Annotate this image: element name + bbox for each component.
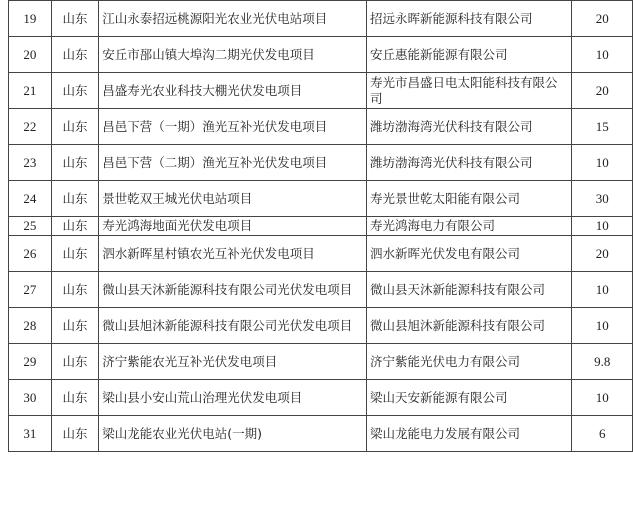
row-company: 泗水新晖光伏发电有限公司 xyxy=(367,236,572,272)
row-project: 梁山县小安山荒山治理光伏发电项目 xyxy=(99,380,367,416)
row-project: 昌邑下营（一期）渔光互补光伏发电项目 xyxy=(99,109,367,145)
row-project: 泗水新晖星村镇农光互补光伏发电项目 xyxy=(99,236,367,272)
row-capacity: 20 xyxy=(572,236,633,272)
table-row xyxy=(9,73,633,109)
table-row xyxy=(9,145,633,181)
row-project: 济宁紫能农光互补光伏发电项目 xyxy=(99,344,367,380)
row-company: 招远永晖新能源科技有限公司 xyxy=(367,1,572,37)
row-capacity: 10 xyxy=(572,380,633,416)
row-company: 济宁紫能光伏电力有限公司 xyxy=(367,344,572,380)
row-number: 26 xyxy=(9,236,52,272)
row-project: 江山永泰招远桃源阳光农业光伏电站项目 xyxy=(99,1,367,37)
row-number: 24 xyxy=(9,181,52,217)
row-company: 梁山天安新能源有限公司 xyxy=(367,380,572,416)
row-province: 山东 xyxy=(51,380,99,416)
row-province: 山东 xyxy=(51,37,99,73)
row-project: 昌盛寿光农业科技大棚光伏发电项目 xyxy=(99,73,367,109)
row-capacity: 10 xyxy=(572,145,633,181)
row-company: 微山县天沐新能源科技有限公司 xyxy=(367,272,572,308)
table-row xyxy=(9,37,633,73)
row-capacity: 30 xyxy=(572,181,633,217)
row-capacity: 20 xyxy=(572,73,633,109)
row-province: 山东 xyxy=(51,109,99,145)
row-company: 安丘惠能新能源有限公司 xyxy=(367,37,572,73)
table-row xyxy=(9,272,633,308)
row-company: 潍坊渤海湾光伏科技有限公司 xyxy=(367,109,572,145)
row-capacity: 10 xyxy=(572,272,633,308)
row-project: 昌邑下营（二期）渔光互补光伏发电项目 xyxy=(99,145,367,181)
table-row xyxy=(9,181,633,217)
row-company: 寿光市昌盛日电太阳能科技有限公司 xyxy=(367,73,572,109)
row-capacity: 15 xyxy=(572,109,633,145)
table-row xyxy=(9,308,633,344)
row-province: 山东 xyxy=(51,145,99,181)
row-number: 22 xyxy=(9,109,52,145)
row-number: 30 xyxy=(9,380,52,416)
row-capacity: 10 xyxy=(572,37,633,73)
row-capacity: 6 xyxy=(572,416,633,452)
row-capacity: 9.8 xyxy=(572,344,633,380)
row-number: 23 xyxy=(9,145,52,181)
project-table xyxy=(8,0,633,452)
table-row xyxy=(9,416,633,452)
table-row xyxy=(9,236,633,272)
row-number: 21 xyxy=(9,73,52,109)
table-row xyxy=(9,217,633,236)
project-table-container xyxy=(8,0,633,452)
row-number: 29 xyxy=(9,344,52,380)
table-row xyxy=(9,1,633,37)
row-number: 19 xyxy=(9,1,52,37)
row-province: 山东 xyxy=(51,344,99,380)
row-province: 山东 xyxy=(51,217,99,236)
row-number: 31 xyxy=(9,416,52,452)
row-capacity: 20 xyxy=(572,1,633,37)
row-number: 25 xyxy=(9,217,52,236)
row-number: 28 xyxy=(9,308,52,344)
table-row xyxy=(9,344,633,380)
row-province: 山东 xyxy=(51,236,99,272)
row-company: 潍坊渤海湾光伏科技有限公司 xyxy=(367,145,572,181)
row-province: 山东 xyxy=(51,308,99,344)
row-project: 微山县旭沐新能源科技有限公司光伏发电项目 xyxy=(99,308,367,344)
table-row xyxy=(9,109,633,145)
row-company: 寿光景世乾太阳能有限公司 xyxy=(367,181,572,217)
row-province: 山东 xyxy=(51,272,99,308)
row-province: 山东 xyxy=(51,181,99,217)
row-project: 梁山龙能农业光伏电站(一期) xyxy=(99,416,367,452)
row-capacity: 10 xyxy=(572,308,633,344)
row-number: 20 xyxy=(9,37,52,73)
row-project: 景世乾双王城光伏电站项目 xyxy=(99,181,367,217)
row-number: 27 xyxy=(9,272,52,308)
row-project: 安丘市郚山镇大埠沟二期光伏发电项目 xyxy=(99,37,367,73)
row-province: 山东 xyxy=(51,1,99,37)
row-company: 寿光鸿海电力有限公司 xyxy=(367,217,572,236)
row-company: 微山县旭沐新能源科技有限公司 xyxy=(367,308,572,344)
row-project: 微山县天沐新能源科技有限公司光伏发电项目 xyxy=(99,272,367,308)
row-province: 山东 xyxy=(51,73,99,109)
row-company: 梁山龙能电力发展有限公司 xyxy=(367,416,572,452)
row-province: 山东 xyxy=(51,416,99,452)
table-row xyxy=(9,380,633,416)
row-capacity: 10 xyxy=(572,217,633,236)
row-project: 寿光鸿海地面光伏发电项目 xyxy=(99,217,367,236)
